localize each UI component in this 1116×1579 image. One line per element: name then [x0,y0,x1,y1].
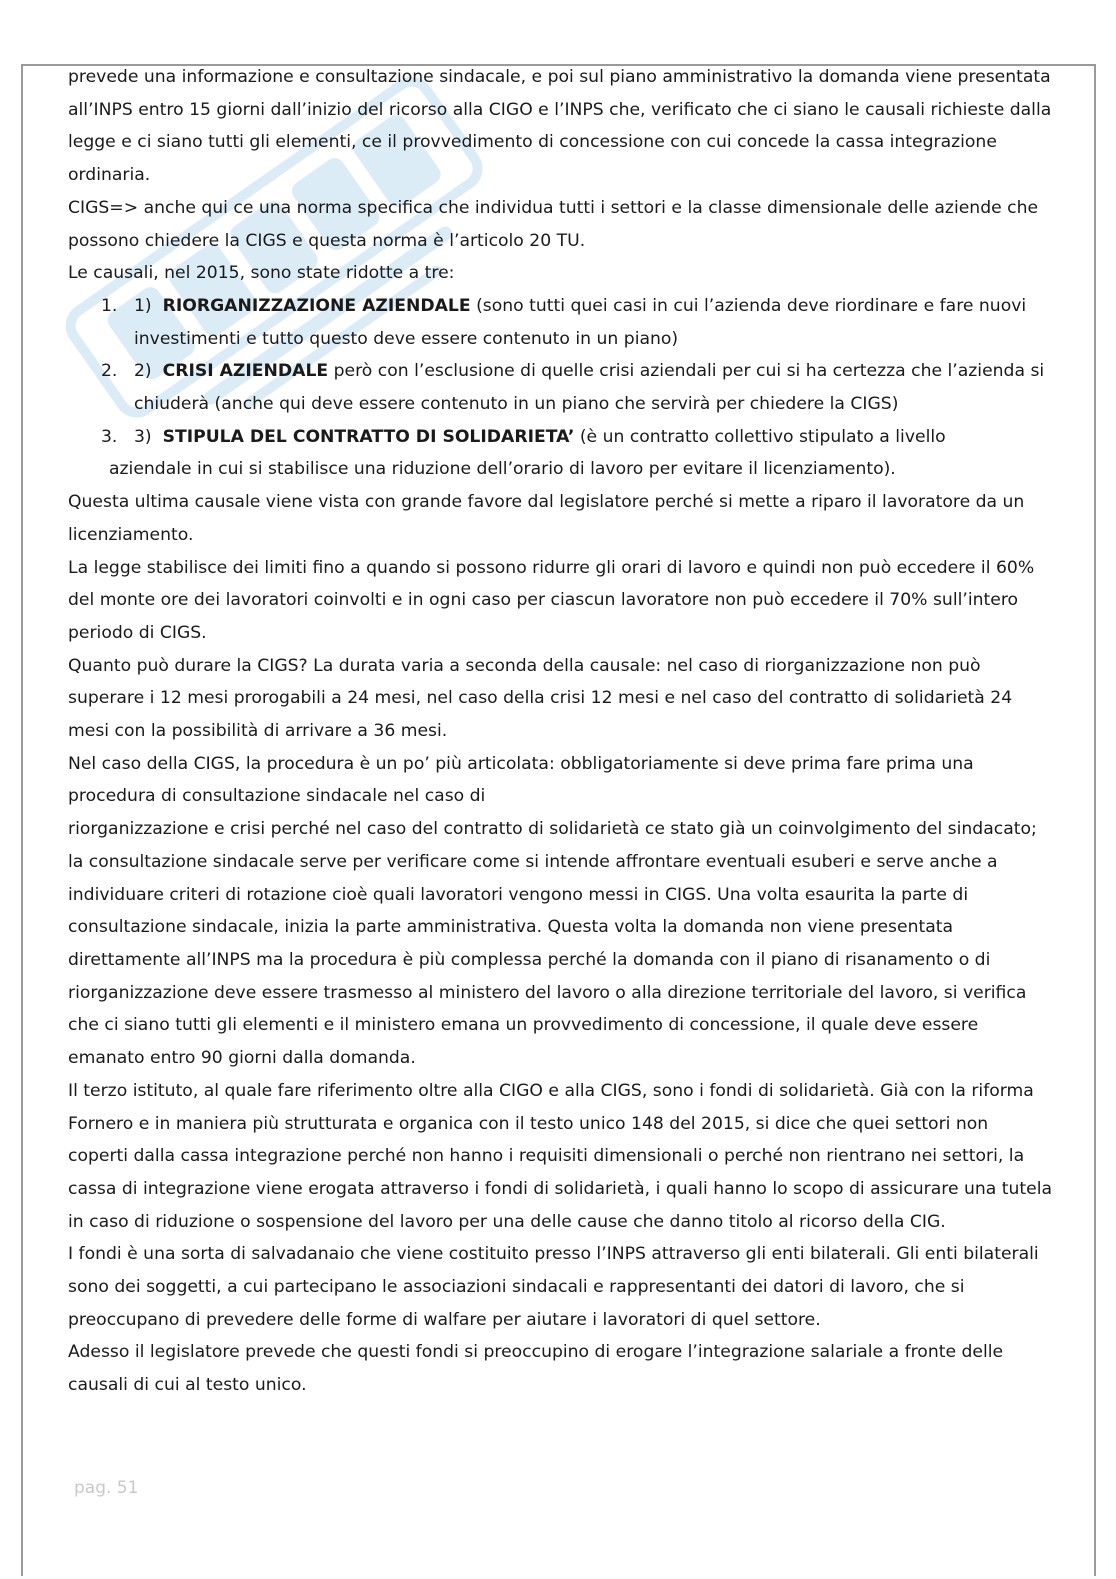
list-item-prefix: 1) [134,295,152,316]
paragraph-favore: Questa ultima causale viene vista con grande favore dal legislatore perché si mette a riparo il lavoratore da un licenziamento. [68,492,1025,545]
paragraph-procedura-start: Nel caso della CIGS, la procedura è un po’ più articolata: obbligatoriamente si deve prima fare prima una procedura di consultazione sindacale nel caso di [68,753,974,807]
list-item-prefix: 3) [134,426,152,447]
paragraph-intro: prevede una informazione e consultazione sindacale, e poi sul piano amministrativo la domanda viene presentata all’INPS entro 15 giorni dall’inizio del ricorso alla CIGO e l’INPS che, verificato che ci siano le causali richieste dalla legge e ci siano tutti gli elementi, ce il provvedimento di concessione con cui concede la cassa integrazione ordinaria. [68,67,1052,186]
paragraph-procedura-rest: riorganizzazione e crisi perché nel caso del contratto di solidarietà ce stato già un coinvolgimento del sindacato; la consultazione sindacale serve per verificare come si intende affrontare eventuali esuberi e serve anche a individuare criteri di rotazione cioè quali lavoratori vengono messi in CIGS. Una volta esaurita la parte di consultazione sindacale, inizia la parte amministrativa. Questa volta la domanda non viene presentata direttamente all’INPS ma la procedura è più complessa perché la domanda con il piano di risanamento o di riorganizzazione deve essere trasmesso al ministero del lavoro o alla direzione territoriale del lavoro, si verifica che ci siano tutti gli elementi e il ministero emana un provvedimento di concessione, il quale deve essere emanato entro 90 giorni dalla domanda. [68,819,1037,1069]
list-item-text: (è un contratto collettivo stipulato a livello [574,426,946,447]
paragraph-cigs: CIGS=> anche qui ce una norma specifica che individua tutti i settori e la classe dimensionale delle aziende che possono chiedere la CIGS e questa norma è l’articolo 20 TU. [68,197,1039,251]
page-number: pag. 51 [74,1478,139,1498]
list-item-text: (sono tutti quei casi in cui l’azienda deve riordinare e fare nuovi investimenti e tutto questo deve essere contenuto in un piano) [134,295,1027,349]
list-item-text: però con l’esclusione di quelle crisi aziendali per cui si ha certezza che l’azienda si chiuderà (anche qui deve essere contenuto in un piano che servirà per chiedere la CIGS) [134,361,1045,415]
document-body [68,61,1053,1402]
list-item-text-continued: aziendale in cui si stabilisce una riduzione dell’orario di lavoro per evitare il licenziamento). [109,459,896,480]
list-item [68,290,1053,355]
list-marker: 3. [101,426,118,447]
list-item-title: CRISI AZIENDALE [162,361,329,382]
list-marker: 1. [101,295,118,316]
paragraph-causali: Le causali, nel 2015, sono state ridotte a tre: [68,263,455,284]
list-item [68,421,1053,486]
paragraph-adesso: Adesso il legislatore prevede che questi fondi si preoccupino di erogare l’integrazione salariale a fronte delle causali di cui al testo unico. [68,1342,1004,1396]
list-item [68,355,1053,420]
list-item-title: RIORGANIZZAZIONE AZIENDALE [162,295,471,316]
paragraph-salvadanaio: I fondi è una sorta di salvadanaio che viene costituito presso l’INPS attraverso gli enti bilaterali. Gli enti bilaterali sono dei soggetti, a cui partecipano le associazioni sindacali e rappresentanti dei datori di lavoro, che si preoccupano di prevedere delle forme di walfare per aiutare i lavoratori di quel settore. [68,1244,1039,1330]
list-item-title: STIPULA DEL CONTRATTO DI SOLIDARIETA’ [162,426,575,447]
paragraph-limiti: La legge stabilisce dei limiti fino a quando si possono ridurre gli orari di lavoro e quindi non può eccedere il 60% del monte ore dei lavoratori coinvolti e in ogni caso per ciascun lavoratore non può eccedere il 70% sull’intero periodo di CIGS. [68,557,1035,643]
list-item-prefix: 2) [134,361,152,382]
paragraph-fondi: Il terzo istituto, al quale fare riferimento oltre alla CIGO e alla CIGS, sono i fondi di solidarietà. Già con la riforma Fornero e in maniera più strutturata e organica con il testo unico 148 del 2015, si dice che quei settori non coperti dalla cassa integrazione perché non hanno i requisiti dimensionali o perché non rientrano nei settori, la cassa di integrazione viene erogata attraverso i fondi di solidarietà, i quali hanno lo scopo di assicurare una tutela in caso di riduzione o sospensione del lavoro per una delle cause che danno titolo al ricorso della CIG. [68,1080,1053,1232]
list-marker: 2. [101,361,118,382]
causali-list [68,290,1053,486]
paragraph-durata: Quanto può durare la CIGS? La durata varia a seconda della causale: nel caso di riorganizzazione non può superare i 12 mesi prorogabili a 24 mesi, nel caso della crisi 12 mesi e nel caso del contratto di solidarietà 24 mesi con la possibilità di arrivare a 36 mesi. [68,655,1013,742]
